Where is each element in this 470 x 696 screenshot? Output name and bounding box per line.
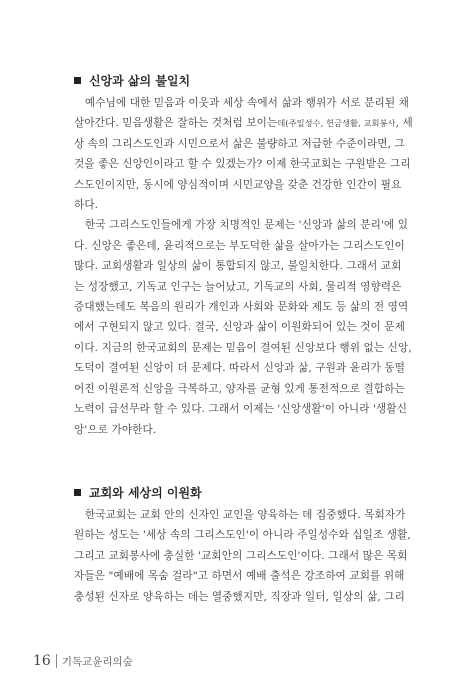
text-line: 앙'으로 가야한다. bbox=[74, 423, 157, 436]
text-line: 에서 구현되지 않고 있다. 결국, 신앙과 삶이 이원화되어 있는 것이 문제 bbox=[74, 321, 405, 334]
text-line: 그리고 교회봉사에 충실한 '교회안의 그리스도인'이다. 그래서 많은 목회 bbox=[74, 549, 408, 562]
text-line: 자들은 "예배에 목숨 걸라"고 하면서 예배 출석은 강조하여 교회를 위해 bbox=[74, 570, 405, 583]
text-line: 이다. 지금의 한국교회의 문제는 믿음이 결여된 신앙보다 행위 없는 신앙, bbox=[74, 341, 412, 354]
text-line: 는 성장했고, 기독교 인구는 늘어났고, 기독교의 사회, 물리적 영향력은 bbox=[74, 280, 402, 293]
page-number: 16 bbox=[33, 653, 51, 669]
paragraph bbox=[74, 505, 411, 607]
page-footer bbox=[33, 653, 133, 669]
footer-divider bbox=[56, 654, 57, 668]
text-line: 도덕이 결여된 신앙이 더 문제다. 따라서 신앙과 삶, 구원과 윤리가 동떨 bbox=[74, 362, 405, 375]
section-heading bbox=[62, 72, 392, 88]
text-line bbox=[74, 113, 413, 133]
text-line: 어진 이원론적 신앙을 극복하고, 양자를 균형 있게 통전적으로 결합하는 bbox=[74, 382, 405, 395]
square-bullet-icon bbox=[74, 489, 81, 496]
text-line: 것을 좋은 신앙인이라고 할 수 있겠는가? 이제 한국교회는 구원받은 그리 bbox=[74, 158, 411, 171]
text-line: 상 속의 그리스도인과 시민으로서 삶은 불량하고 저급한 수준이라면, 그 bbox=[74, 137, 405, 150]
section-heading-text: 교회와 세상의 이원화 bbox=[89, 485, 202, 500]
text-line: 스도인이지만, 동시에 양심적이며 시민교양을 갖춘 건강한 인간이 필요 bbox=[74, 178, 402, 191]
text-line: 한국 그리스도인들에게 가장 치명적인 문제는 '신앙과 삶의 분리'에 있 bbox=[85, 219, 409, 232]
square-bullet-icon bbox=[74, 77, 81, 84]
text-line: 충성된 신자로 양육하는 데는 열중했지만, 직장과 일터, 일상의 삶, 그리 bbox=[74, 590, 405, 603]
text-line-segment: 살아간다. 믿음생활은 잘하는 것처럼 보이는 bbox=[74, 117, 278, 130]
paragraph bbox=[74, 215, 412, 439]
text-line-segment: , 세 bbox=[395, 117, 413, 130]
section-heading bbox=[62, 484, 392, 500]
section-heading-text: 신앙과 삶의 불일치 bbox=[89, 73, 191, 88]
text-line: 증대했는데도 복음의 원리가 개인과 사회와 문화와 제도 등 삶의 전 영역 bbox=[74, 301, 409, 314]
text-line: 다. 신앙은 좋은데, 윤리적으로는 부도덕한 삶을 살아가는 그리스도인이 bbox=[74, 239, 405, 252]
text-line: 노력이 급선무라 할 수 있다. 그래서 이제는 '신앙생활'이 아니라 '생활신 bbox=[74, 403, 408, 416]
text-line: 하다. bbox=[74, 199, 99, 212]
section-church-world-dualism bbox=[74, 484, 411, 607]
section-faith-life-mismatch bbox=[74, 72, 413, 440]
paragraph bbox=[74, 93, 413, 215]
text-line-small-note: 데(주일성수, 헌금생활, 교회봉사 bbox=[277, 118, 396, 129]
book-title: 기독교윤리의숲 bbox=[61, 655, 133, 668]
text-line: 한국교회는 교회 안의 신자인 교인을 양육하는 데 집중했다. 목회자가 bbox=[85, 509, 406, 521]
text-line: 예수님에 대한 믿음과 이웃과 세상 속에서 삶과 행위가 서로 분리된 채 bbox=[85, 97, 410, 109]
text-line: 많다. 교회생활과 일상의 삶이 통합되지 않고, 불일치한다. 그래서 교회 bbox=[74, 260, 402, 273]
text-line: 원하는 성도는 '세상 속의 그리스도인'이 아니라 주일성수와 십일조 생활, bbox=[74, 529, 411, 542]
